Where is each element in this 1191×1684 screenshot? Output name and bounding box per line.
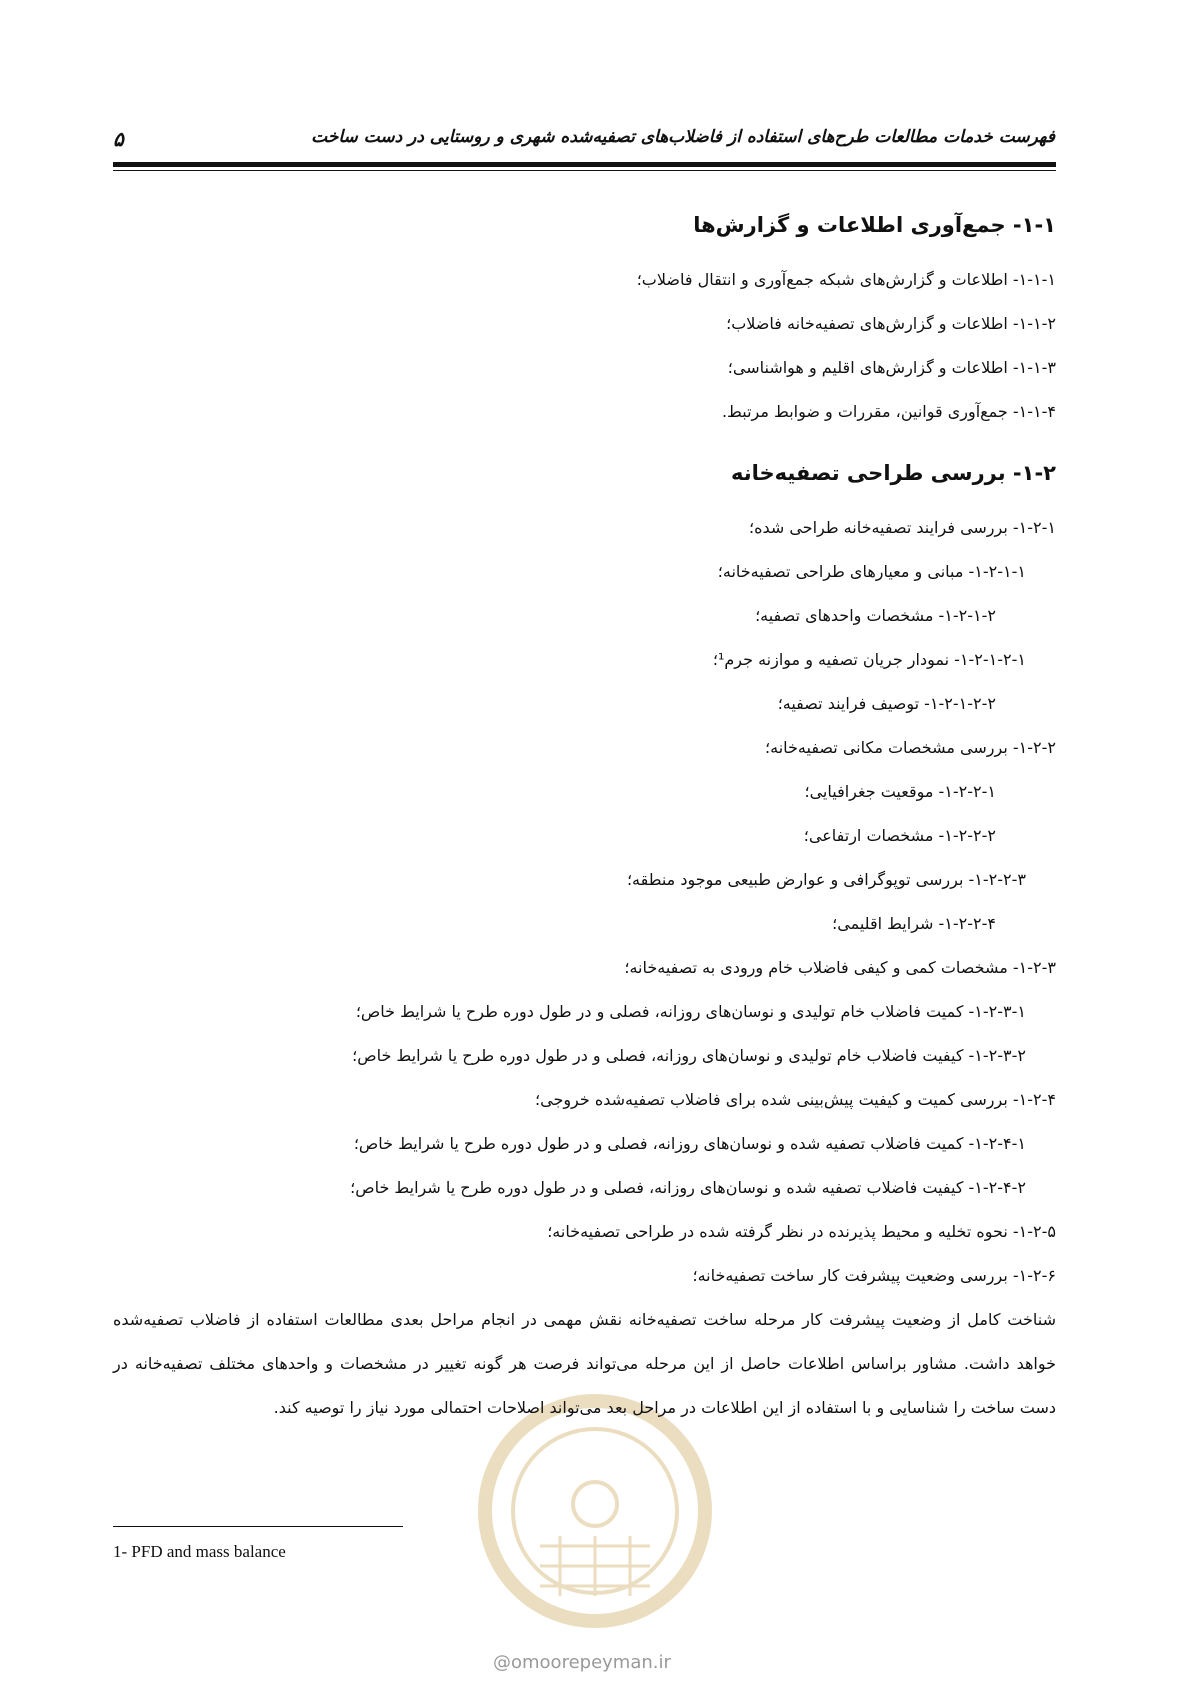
list-item: ۱-۲-۴-۲- کیفیت فاضلاب تصفیه شده و نوسان‌های روزانه، فصلی و در طول دوره طرح یا شرایط خاص؛ [350, 1178, 1026, 1197]
section-heading-1: ۱-۱- جمع‌آوری اطلاعات و گزارش‌ها [693, 213, 1056, 237]
list-item: ۱-۱-۳- اطلاعات و گزارش‌های اقلیم و هواشناسی؛ [727, 358, 1056, 377]
section-2-items [113, 506, 1056, 1298]
header-rule-thick [113, 162, 1056, 167]
list-item: ۱-۲-۳-۱- کمیت فاضلاب خام تولیدی و نوسان‌های روزانه، فصلی و در طول دوره طرح یا شرایط خاص؛ [355, 1002, 1026, 1021]
body-paragraph: شناخت کامل از وضعیت پیشرفت کار مرحله ساخت تصفیه‌خانه نقش مهمی در انجام مراحل بعدی مطالعات استفاده از فاضلاب تصفیه‌شده خواهد داشت. مشاور براساس اطلاعات حاصل از این مرحله می‌تواند فرصت هر گونه تغییر در مشخصات و واحدهای مختلف تصفیه‌خانه در دست ساخت را شناسایی و با استفاده از این اطلاعات در مراحل بعد می‌تواند اصلاحات احتمالی مورد نیاز را توصیه کند. [113, 1310, 1056, 1417]
list-item: ۱-۲-۶- بررسی وضعیت پیشرفت کار ساخت تصفیه‌خانه؛ [692, 1266, 1056, 1285]
list-item: ۱-۲-۲-۱- موقعیت جغرافیایی؛ [804, 782, 996, 801]
list-item: ۱-۲-۲-۳- بررسی توپوگرافی و عوارض طبیعی موجود منطقه؛ [626, 870, 1026, 889]
running-header-title: فهرست خدمات مطالعات طرح‌های استفاده از فاضلاب‌های تصفیه‌شده شهری و روستایی در دست ساخت [311, 127, 1055, 147]
footnote-rule [113, 1526, 403, 1527]
list-item: ۱-۲-۱-۲- مشخصات واحدهای تصفیه؛ [755, 606, 996, 625]
list-item: ۱-۲-۴- بررسی کمیت و کیفیت پیش‌بینی شده برای فاضلاب تصفیه‌شده خروجی؛ [535, 1090, 1056, 1109]
header-rule-thin [113, 170, 1056, 171]
list-item: ۱-۱-۴- جمع‌آوری قوانین، مقررات و ضوابط مرتبط. [721, 402, 1056, 421]
list-item: ۱-۱-۲- اطلاعات و گزارش‌های تصفیه‌خانه فاضلاب؛ [726, 314, 1056, 333]
list-item: ۱-۲-۱-۲-۱- نمودار جریان تصفیه و موازنه جرم¹؛ [712, 650, 1026, 669]
main-content [113, 210, 1056, 1430]
list-item: ۱-۱-۱- اطلاعات و گزارش‌های شبکه جمع‌آوری و انتقال فاضلاب؛ [636, 270, 1056, 289]
section-heading-2: ۱-۲- بررسی طراحی تصفیه‌خانه [730, 461, 1056, 485]
list-item: ۱-۲-۲-۲- مشخصات ارتفاعی؛ [803, 826, 996, 845]
list-item: ۱-۲-۳- مشخصات کمی و کیفی فاضلاب خام ورودی به تصفیه‌خانه؛ [624, 958, 1056, 977]
list-item: ۱-۲-۲- بررسی مشخصات مکانی تصفیه‌خانه؛ [765, 738, 1056, 757]
footnote: 1- PFD and mass balance [113, 1542, 286, 1561]
list-item: ۱-۲-۳-۲- کیفیت فاضلاب خام تولیدی و نوسان‌های روزانه، فصلی و در طول دوره طرح یا شرایط خاص؛ [352, 1046, 1026, 1065]
list-item: ۱-۲-۱-۱- مبانی و معیارهای طراحی تصفیه‌خانه؛ [717, 562, 1026, 581]
list-item: ۱-۲-۴-۱- کمیت فاضلاب تصفیه شده و نوسان‌های روزانه، فصلی و در طول دوره طرح یا شرایط خاص؛ [353, 1134, 1026, 1153]
page-number: ۵ [113, 127, 124, 151]
list-item: ۱-۲-۵- نحوه تخلیه و محیط پذیرنده در نظر گرفته شده در طراحی تصفیه‌خانه؛ [547, 1222, 1056, 1241]
watermark-url: @omoorepeyman.ir [493, 1652, 671, 1673]
list-item: ۱-۲-۱- بررسی فرایند تصفیه‌خانه طراحی شده؛ [748, 518, 1056, 537]
section-1-items [113, 258, 1056, 434]
list-item: ۱-۲-۲-۴- شرایط اقلیمی؛ [832, 914, 996, 933]
list-item: ۱-۲-۱-۲-۲- توصیف فرایند تصفیه؛ [777, 694, 996, 713]
